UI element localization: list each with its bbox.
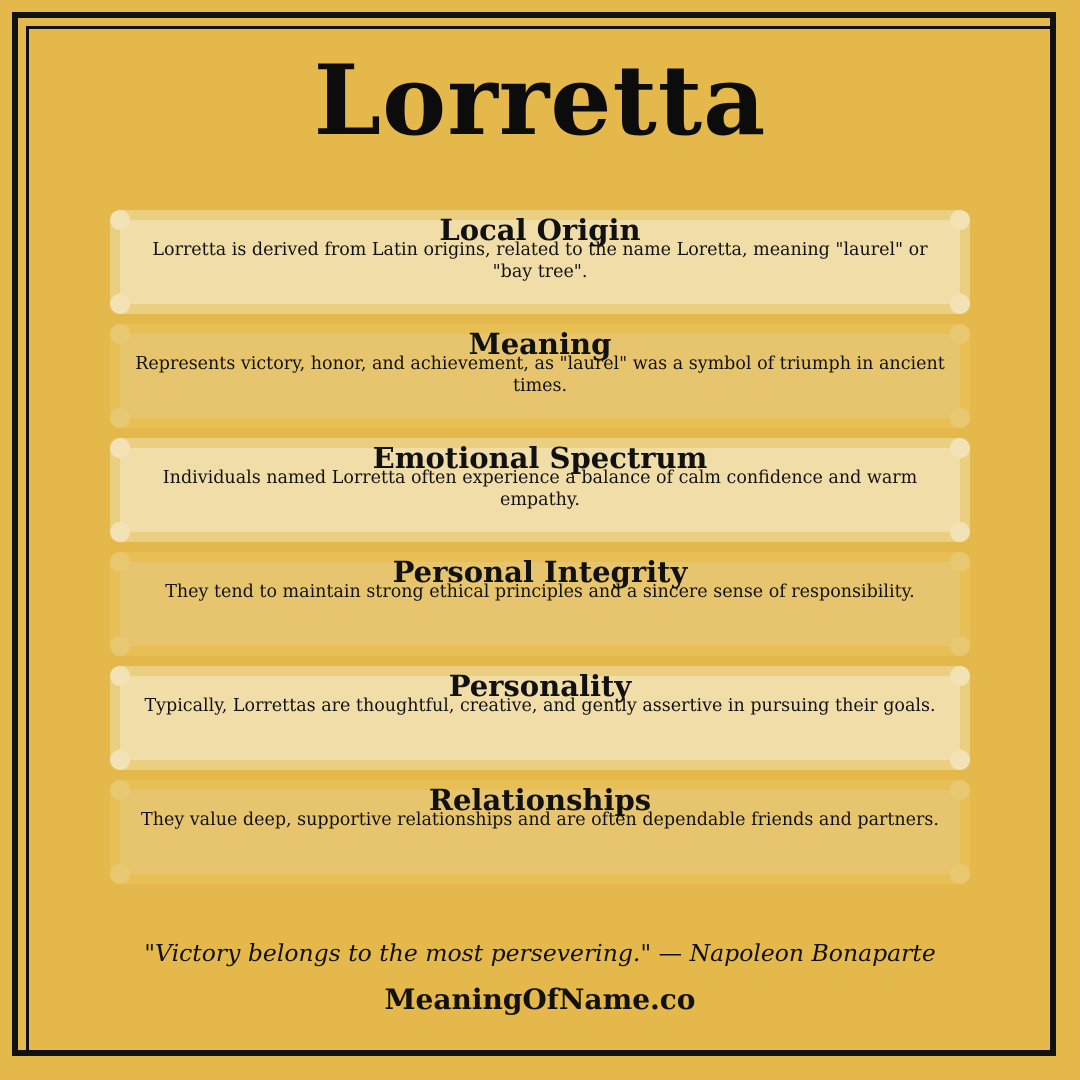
section-title: Local Origin (439, 213, 641, 247)
section-text: They value deep, supportive relationships and are often dependable friends and partners. (141, 810, 939, 830)
section-text: Typically, Lorrettas are thoughtful, creative, and gently assertive in pursuing their goals. (144, 696, 936, 716)
corner-ornament (950, 750, 970, 770)
corner-ornament (950, 294, 970, 314)
site-name: MeaningOfName.co (384, 983, 696, 1016)
section-text: Individuals named Lorretta often experience a balance of calm confidence and warm empathy. (162, 468, 918, 510)
sections-list (110, 210, 970, 894)
corner-ornament (110, 750, 130, 770)
section-text: Lorretta is derived from Latin origins, related to the name Loretta, meaning "laurel" or "bay tree". (152, 240, 928, 282)
corner-ornament (950, 522, 970, 542)
corner-ornament (110, 636, 130, 656)
section-title: Emotional Spectrum (372, 441, 708, 475)
section-title: Meaning (468, 327, 612, 361)
name-title: Lorretta (313, 44, 767, 157)
corner-ornament (110, 522, 130, 542)
section-card-personality (110, 666, 970, 770)
section-card-local-origin (110, 210, 970, 314)
corner-ornament (110, 408, 130, 428)
section-card-emotional-spectrum (110, 438, 970, 542)
corner-ornament (950, 408, 970, 428)
section-card-personal-integrity (110, 552, 970, 656)
section-card-meaning (110, 324, 970, 428)
corner-ornament (950, 636, 970, 656)
corner-ornament (110, 294, 130, 314)
section-title: Personal Integrity (392, 555, 688, 589)
corner-ornament (110, 864, 130, 884)
section-text: Represents victory, honor, and achievement, as "laurel" was a symbol of triumph in ancient times. (135, 354, 945, 396)
section-title: Personality (448, 669, 632, 703)
section-card-relationships (110, 780, 970, 884)
section-title: Relationships (428, 783, 652, 817)
section-text: They tend to maintain strong ethical principles and a sincere sense of responsibility. (165, 582, 915, 602)
quote: "Victory belongs to the most persevering." — Napoleon Bonaparte (144, 939, 936, 967)
corner-ornament (950, 864, 970, 884)
